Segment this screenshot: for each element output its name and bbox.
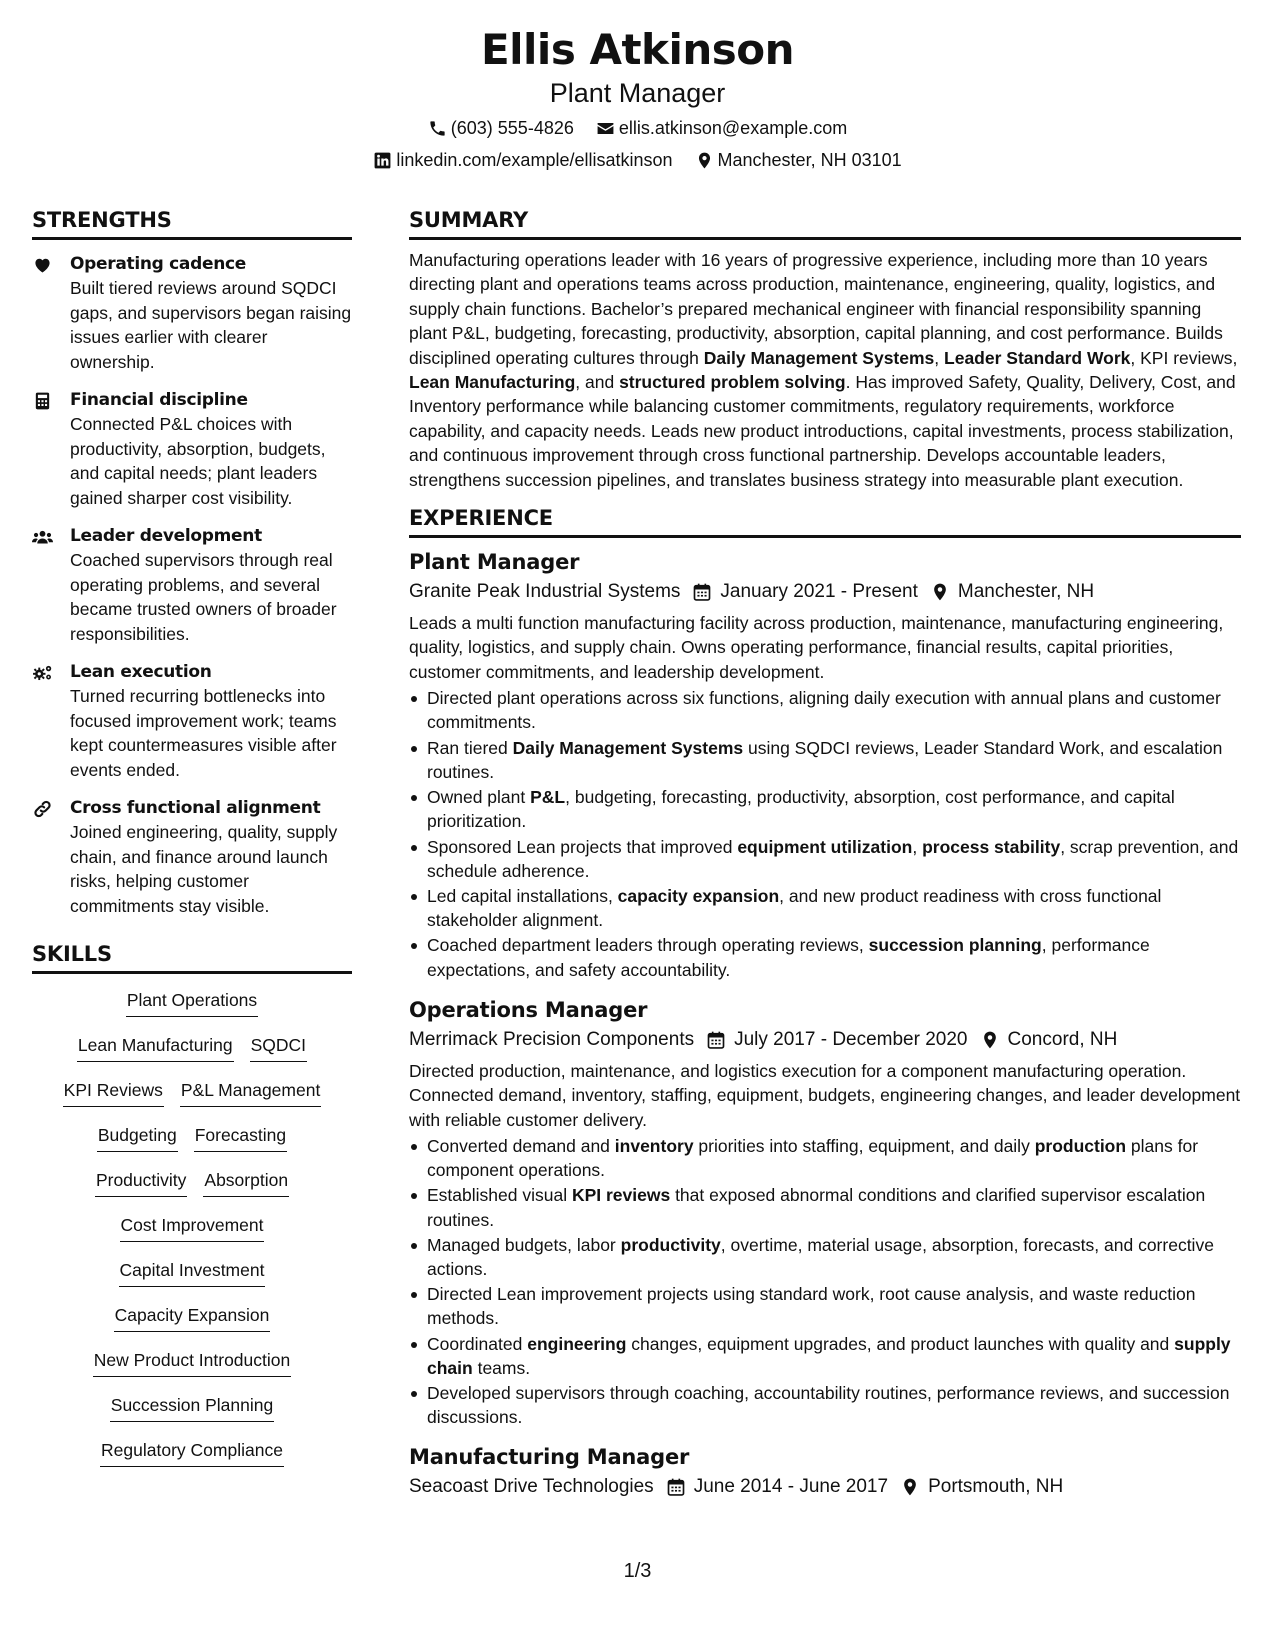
skill-tag: Capacity Expansion <box>114 1303 271 1332</box>
skill-row <box>32 1258 352 1303</box>
bold-text: equipment utilization <box>737 836 913 857</box>
job-bullet: Coached department leaders through operating reviews, succession planning, performance expectations, and safety accountability. <box>409 933 1241 981</box>
calendar-icon <box>666 1477 686 1497</box>
envelope-icon <box>596 119 615 138</box>
skill-tag: Regulatory Compliance <box>100 1438 284 1467</box>
job-dates-text: July 2017 - December 2020 <box>734 1028 968 1050</box>
job-dates <box>692 578 918 606</box>
skill-tag: Budgeting <box>97 1123 178 1152</box>
job-meta <box>409 1473 1241 1501</box>
job-company: Merrimack Precision Components <box>409 1028 695 1050</box>
strength-title: Operating cadence <box>70 254 247 274</box>
bold-text: engineering <box>527 1333 627 1354</box>
bold-text: Daily Management Systems <box>512 737 744 758</box>
job-bullet: Directed plant operations across six functions, aligning daily execution with annual plans and customer commitments. <box>409 686 1241 734</box>
job-location-text: Concord, NH <box>1007 1028 1118 1050</box>
job-bullets <box>409 1134 1241 1429</box>
job-bullet: Directed Lean improvement projects using standard work, root cause analysis, and waste reduction methods. <box>409 1282 1241 1330</box>
phone-text: (603) 555-4826 <box>450 118 574 138</box>
skill-row <box>32 1348 352 1393</box>
experience-heading: EXPERIENCE <box>409 504 1241 538</box>
linkedin-text: linkedin.com/example/ellisatkinson <box>396 150 673 170</box>
job-location <box>980 1026 1118 1054</box>
calendar-icon <box>706 1030 726 1050</box>
job-bullet: Sponsored Lean projects that improved equipment utilization, process stability, scrap prevention, and schedule adherence. <box>409 835 1241 883</box>
strength-item <box>32 252 352 374</box>
skill-tag: Productivity <box>95 1168 187 1197</box>
bold-text: Leader Standard Work <box>944 347 1131 368</box>
email-text: ellis.atkinson@example.com <box>618 118 848 138</box>
strengths-list <box>32 252 352 918</box>
linkedin-icon <box>373 151 392 170</box>
job-entry <box>409 996 1241 1430</box>
map-pin-icon <box>695 151 714 170</box>
skill-row <box>32 1213 352 1258</box>
bold-text: productivity <box>620 1234 721 1255</box>
strength-body <box>70 660 352 782</box>
job-bullets <box>409 686 1241 981</box>
bold-text: capacity expansion <box>617 885 780 906</box>
strength-description: Turned recurring bottlenecks into focused improvement work; teams kept countermeasures visible after events ended. <box>70 686 337 780</box>
strength-body <box>70 388 352 510</box>
left-column <box>32 206 352 1483</box>
phone-contact[interactable] <box>428 116 574 140</box>
skill-row <box>32 1123 352 1168</box>
strength-item <box>32 660 352 782</box>
candidate-name: Ellis Atkinson <box>480 25 795 74</box>
bold-text: P&L <box>530 787 566 808</box>
job-description: Directed production, maintenance, and logistics execution for a component manufacturing operation. Connected demand, inventory, staffing, equipment, budgets, engineering changes, and leader development with reliable customer delivery. <box>409 1060 1241 1130</box>
bold-text: Lean Manufacturing <box>409 372 576 393</box>
job-dates-text: June 2014 - June 2017 <box>693 1476 889 1498</box>
skill-tag: Lean Manufacturing <box>77 1033 234 1062</box>
skill-row <box>32 1303 352 1348</box>
strength-description: Coached supervisors through real operating problems, and several became trusted owners of broader responsibilities. <box>70 550 337 644</box>
skill-tag: Cost Improvement <box>120 1213 265 1242</box>
strength-title: Lean execution <box>70 662 212 682</box>
job-dates <box>706 1026 967 1054</box>
skills-heading: SKILLS <box>32 940 352 974</box>
skill-tag: Plant Operations <box>126 988 258 1017</box>
strength-item <box>32 796 352 918</box>
job-title: Manufacturing Manager <box>409 1445 690 1470</box>
job-entry <box>409 1443 1241 1501</box>
skill-row <box>32 1078 352 1123</box>
job-bullet: Coordinated engineering changes, equipment upgrades, and product launches with quality and supply chain teams. <box>409 1332 1241 1380</box>
strength-title: Financial discipline <box>70 390 248 410</box>
job-bullet: Ran tiered Daily Management Systems using SQDCI reviews, Leader Standard Work, and escalation routines. <box>409 736 1241 784</box>
skill-tag: Absorption <box>203 1168 289 1197</box>
bold-text: supply chain <box>427 1333 1231 1378</box>
strength-title: Cross functional alignment <box>70 798 321 818</box>
linkedin-contact[interactable] <box>373 148 672 172</box>
strength-description: Built tiered reviews around SQDCI gaps, and supervisors began raising issues earlier with clearer ownership. <box>70 278 352 372</box>
job-company: Seacoast Drive Technologies <box>409 1476 654 1498</box>
page-number: 1/3 <box>623 1560 652 1582</box>
job-bullet: Established visual KPI reviews that exposed abnormal conditions and clarified supervisor escalation routines. <box>409 1183 1241 1231</box>
skill-tag: Capital Investment <box>119 1258 266 1287</box>
skill-row <box>32 1033 352 1078</box>
job-location-text: Manchester, NH <box>957 581 1095 603</box>
strength-item <box>32 524 352 646</box>
skill-tag: P&L Management <box>180 1078 321 1107</box>
job-entry <box>409 548 1241 982</box>
job-title: Operations Manager <box>409 997 648 1022</box>
job-bullet: Converted demand and inventory priorities into staffing, equipment, and daily production plans for component operations. <box>409 1134 1241 1182</box>
bold-text: succession planning <box>868 935 1042 956</box>
strength-body <box>70 252 352 374</box>
right-column <box>409 206 1241 1501</box>
users-icon <box>32 524 70 646</box>
job-meta <box>409 578 1241 606</box>
email-contact[interactable] <box>596 116 847 140</box>
skill-row <box>32 1393 352 1438</box>
job-location <box>900 1473 1063 1501</box>
skill-tag: KPI Reviews <box>63 1078 164 1107</box>
job-location <box>930 578 1094 606</box>
map-pin-icon <box>930 582 950 602</box>
job-bullet: Developed supervisors through coaching, accountability routines, performance reviews, and succession discussions. <box>409 1381 1241 1429</box>
map-pin-icon <box>980 1030 1000 1050</box>
phone-icon <box>428 119 447 138</box>
job-location-text: Portsmouth, NH <box>928 1476 1064 1498</box>
job-description: Leads a multi function manufacturing facility across production, maintenance, manufacturing engineering, quality, logistics, and supply chain. Owns operating performance, financial results, capital priorities, customer commitments, and leadership development. <box>409 613 1224 682</box>
bold-text: KPI reviews <box>571 1185 671 1206</box>
skills-list <box>32 988 352 1483</box>
strength-item <box>32 388 352 510</box>
skill-row <box>32 1438 352 1483</box>
bold-text: structured problem solving <box>619 372 846 393</box>
skill-tag: SQDCI <box>250 1033 307 1062</box>
job-company: Granite Peak Industrial Systems <box>409 581 681 603</box>
job-dates-text: January 2021 - Present <box>720 581 918 603</box>
gears-icon <box>32 660 70 782</box>
job-title: Plant Manager <box>409 550 580 575</box>
job-bullet: Led capital installations, capacity expansion, and new product readiness with cross functional stakeholder alignment. <box>409 884 1241 932</box>
job-dates <box>666 1473 888 1501</box>
contact-line-1 <box>0 116 1275 140</box>
skill-tag: Forecasting <box>194 1123 287 1152</box>
calendar-icon <box>692 582 712 602</box>
bold-text: production <box>1034 1135 1127 1156</box>
strength-description: Connected P&L choices with productivity, absorption, budgets, and capital needs; plant leaders gained sharper cost visibility. <box>70 414 326 508</box>
skill-row <box>32 1168 352 1213</box>
resume-header <box>0 22 1275 172</box>
skill-row <box>32 988 352 1033</box>
jobs-list <box>409 548 1241 1501</box>
strength-body <box>70 524 352 646</box>
job-bullet: Owned plant P&L, budgeting, forecasting, productivity, absorption, cost performance, and capital prioritization. <box>409 785 1241 833</box>
skill-tag: New Product Introduction <box>93 1348 292 1377</box>
strengths-heading: STRENGTHS <box>32 206 352 240</box>
map-pin-icon <box>900 1477 920 1497</box>
candidate-title: Plant Manager <box>549 78 726 108</box>
bold-text: Daily Management Systems <box>703 347 935 368</box>
skill-tag: Succession Planning <box>110 1393 274 1422</box>
summary-text: Manufacturing operations leader with 16 years of progressive experience, including more than 10 years directing plant and operations teams across production, maintenance, engineering, quality, logistics, and supply chain functions. Bachelor’s prepared mechanical engineer with financial responsibility spanning plant P&L, budgeting, forecasting, productivity, absorption, capital planning, and cost performance. Builds disciplined operating cultures through Daily Management Systems, Leader Standard Work, KPI reviews, Lean Manufacturing, and structured problem solving. Has improved Safety, Quality, Delivery, Cost, and Inventory performance while balancing customer commitments, regulatory requirements, workforce capability, and capacity needs. Leads new product introductions, capital investments, process stabilization, and continuous improvement through cross functional partnership. Develops accountable leaders, strengthens succession pipelines, and translates business strategy into measurable plant execution. <box>409 250 1238 490</box>
job-bullet: Managed budgets, labor productivity, overtime, material usage, absorption, forecasts, and corrective actions. <box>409 1233 1241 1281</box>
location-text: Manchester, NH 03101 <box>717 150 902 170</box>
strength-body <box>70 796 352 918</box>
contact-line-2 <box>0 148 1275 172</box>
location-contact <box>695 148 902 172</box>
bold-text: inventory <box>614 1135 694 1156</box>
strength-title: Leader development <box>70 526 262 546</box>
link-icon <box>32 796 70 918</box>
heart-icon <box>32 252 70 374</box>
calculator-icon <box>32 388 70 510</box>
bold-text: process stability <box>922 836 1061 857</box>
job-meta <box>409 1026 1241 1054</box>
strength-description: Joined engineering, quality, supply chain, and finance around launch risks, helping customer commitments stay visible. <box>70 822 338 916</box>
summary-heading: SUMMARY <box>409 206 1241 240</box>
